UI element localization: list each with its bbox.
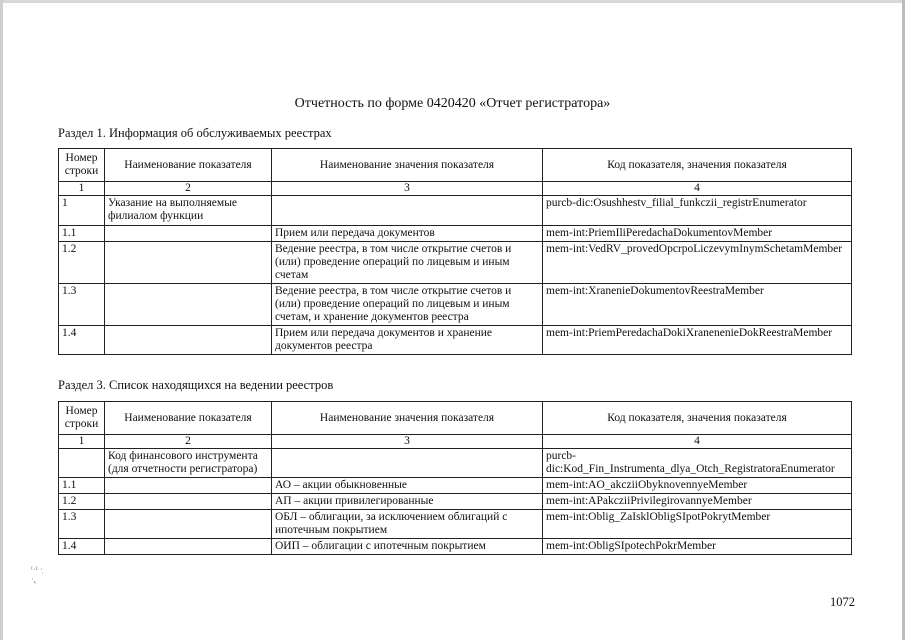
- header-code: Код показателя, значения показателя: [543, 402, 852, 435]
- value-name: АП – акции привилегированные: [272, 494, 543, 510]
- indicator-code: mem-int:PriemIliPeredachaDokumentovMember: [543, 226, 852, 242]
- table-row: [59, 478, 852, 494]
- indicator-name: [105, 510, 272, 539]
- row-number: 1.4: [59, 539, 105, 555]
- column-number: 4: [543, 182, 852, 196]
- table-row: [59, 226, 852, 242]
- value-name: Ведение реестра, в том числе открытие счетов и (или) проведение операций по лицевым и иным счетам, и хранение документов реестра: [272, 284, 543, 326]
- indicator-code: purcb-dic:Kod_Fin_Instrumenta_dlya_Otch_RegistratoraEnumerator: [543, 449, 852, 478]
- value-name: Прием или передача документов и хранение документов реестра: [272, 326, 543, 355]
- table-row: [59, 284, 852, 326]
- document-title: Отчетность по форме 0420420 «Отчет регистратора»: [294, 96, 611, 111]
- table-row: [59, 510, 852, 539]
- indicator-name: [105, 326, 272, 355]
- indicator-code: purcb-dic:Osushhestv_filial_funkczii_registrEnumerator: [543, 196, 852, 226]
- indicator-name: Указание на выполняемые филиалом функции: [105, 196, 272, 226]
- row-number: [59, 449, 105, 478]
- column-number: 3: [272, 435, 543, 449]
- indicator-name: Код финансового инструмента (для отчетности регистратора): [105, 449, 272, 478]
- section1-title: Раздел 1. Информация об обслуживаемых реестрах: [58, 126, 332, 140]
- table-row: [59, 242, 852, 284]
- header-code: Код показателя, значения показателя: [543, 149, 852, 182]
- indicator-name: [105, 478, 272, 494]
- value-name: АО – акции обыкновенные: [272, 478, 543, 494]
- column-number-row: [59, 435, 852, 449]
- indicator-code: mem-int:PriemPeredachaDokiXranenenieDokReestraMember: [543, 326, 852, 355]
- column-number: 4: [543, 435, 852, 449]
- header-value-name: Наименование значения показателя: [272, 402, 543, 435]
- table-row: [59, 494, 852, 510]
- value-name: Прием или передача документов: [272, 226, 543, 242]
- section1-table: [58, 148, 852, 355]
- column-number: 2: [105, 182, 272, 196]
- indicator-code: mem-int:APakcziiPrivilegirovannyeMember: [543, 494, 852, 510]
- value-name: Ведение реестра, в том числе открытие счетов и (или) проведение операций по лицевым и иным счетам: [272, 242, 543, 284]
- header-row: [59, 149, 852, 182]
- column-number-row: [59, 182, 852, 196]
- row-number: 1.1: [59, 478, 105, 494]
- table-row: [59, 449, 852, 478]
- section3-table: [58, 401, 852, 555]
- indicator-name: [105, 539, 272, 555]
- indicator-code: mem-int:AO_akcziiObyknovennyeMember: [543, 478, 852, 494]
- header-row-number: Номер строки: [59, 402, 105, 435]
- value-name: ОБЛ – облигации, за исключением облигаций с ипотечным покрытием: [272, 510, 543, 539]
- indicator-name: [105, 494, 272, 510]
- header-indicator-name: Наименование показателя: [105, 149, 272, 182]
- value-name: [272, 196, 543, 226]
- indicator-name: [105, 226, 272, 242]
- column-number: 3: [272, 182, 543, 196]
- row-number: 1.3: [59, 284, 105, 326]
- header-indicator-name: Наименование показателя: [105, 402, 272, 435]
- row-number: 1.4: [59, 326, 105, 355]
- table-row: [59, 196, 852, 226]
- value-name: [272, 449, 543, 478]
- table-row: [59, 539, 852, 555]
- indicator-code: mem-int:VedRV_provedOpcrpoLiczevymInymSchetamMember: [543, 242, 852, 284]
- header-row: [59, 402, 852, 435]
- page-number: 1072: [830, 595, 855, 609]
- indicator-name: [105, 242, 272, 284]
- row-number: 1.3: [59, 510, 105, 539]
- header-row-number: Номер строки: [59, 149, 105, 182]
- indicator-name: [105, 284, 272, 326]
- section3-title: Раздел 3. Список находящихся на ведении реестров: [58, 378, 334, 392]
- table-row: [59, 326, 852, 355]
- row-number: 1.2: [59, 494, 105, 510]
- row-number: 1.2: [59, 242, 105, 284]
- indicator-code: mem-int:XranenieDokumentovReestraMember: [543, 284, 852, 326]
- indicator-code: mem-int:Oblig_ZaIsklObligSIpotPokrytMember: [543, 510, 852, 539]
- column-number: 1: [59, 182, 105, 196]
- header-value-name: Наименование значения показателя: [272, 149, 543, 182]
- row-number: 1: [59, 196, 105, 226]
- value-name: ОИП – облигации с ипотечным покрытием: [272, 539, 543, 555]
- column-number: 1: [59, 435, 105, 449]
- scan-margin-mark: ⁽·¹ ·̣ ·,̣: [31, 565, 43, 584]
- indicator-code: mem-int:ObligSIpotechPokrMember: [543, 539, 852, 555]
- page-edge-top: [0, 0, 905, 3]
- row-number: 1.1: [59, 226, 105, 242]
- column-number: 2: [105, 435, 272, 449]
